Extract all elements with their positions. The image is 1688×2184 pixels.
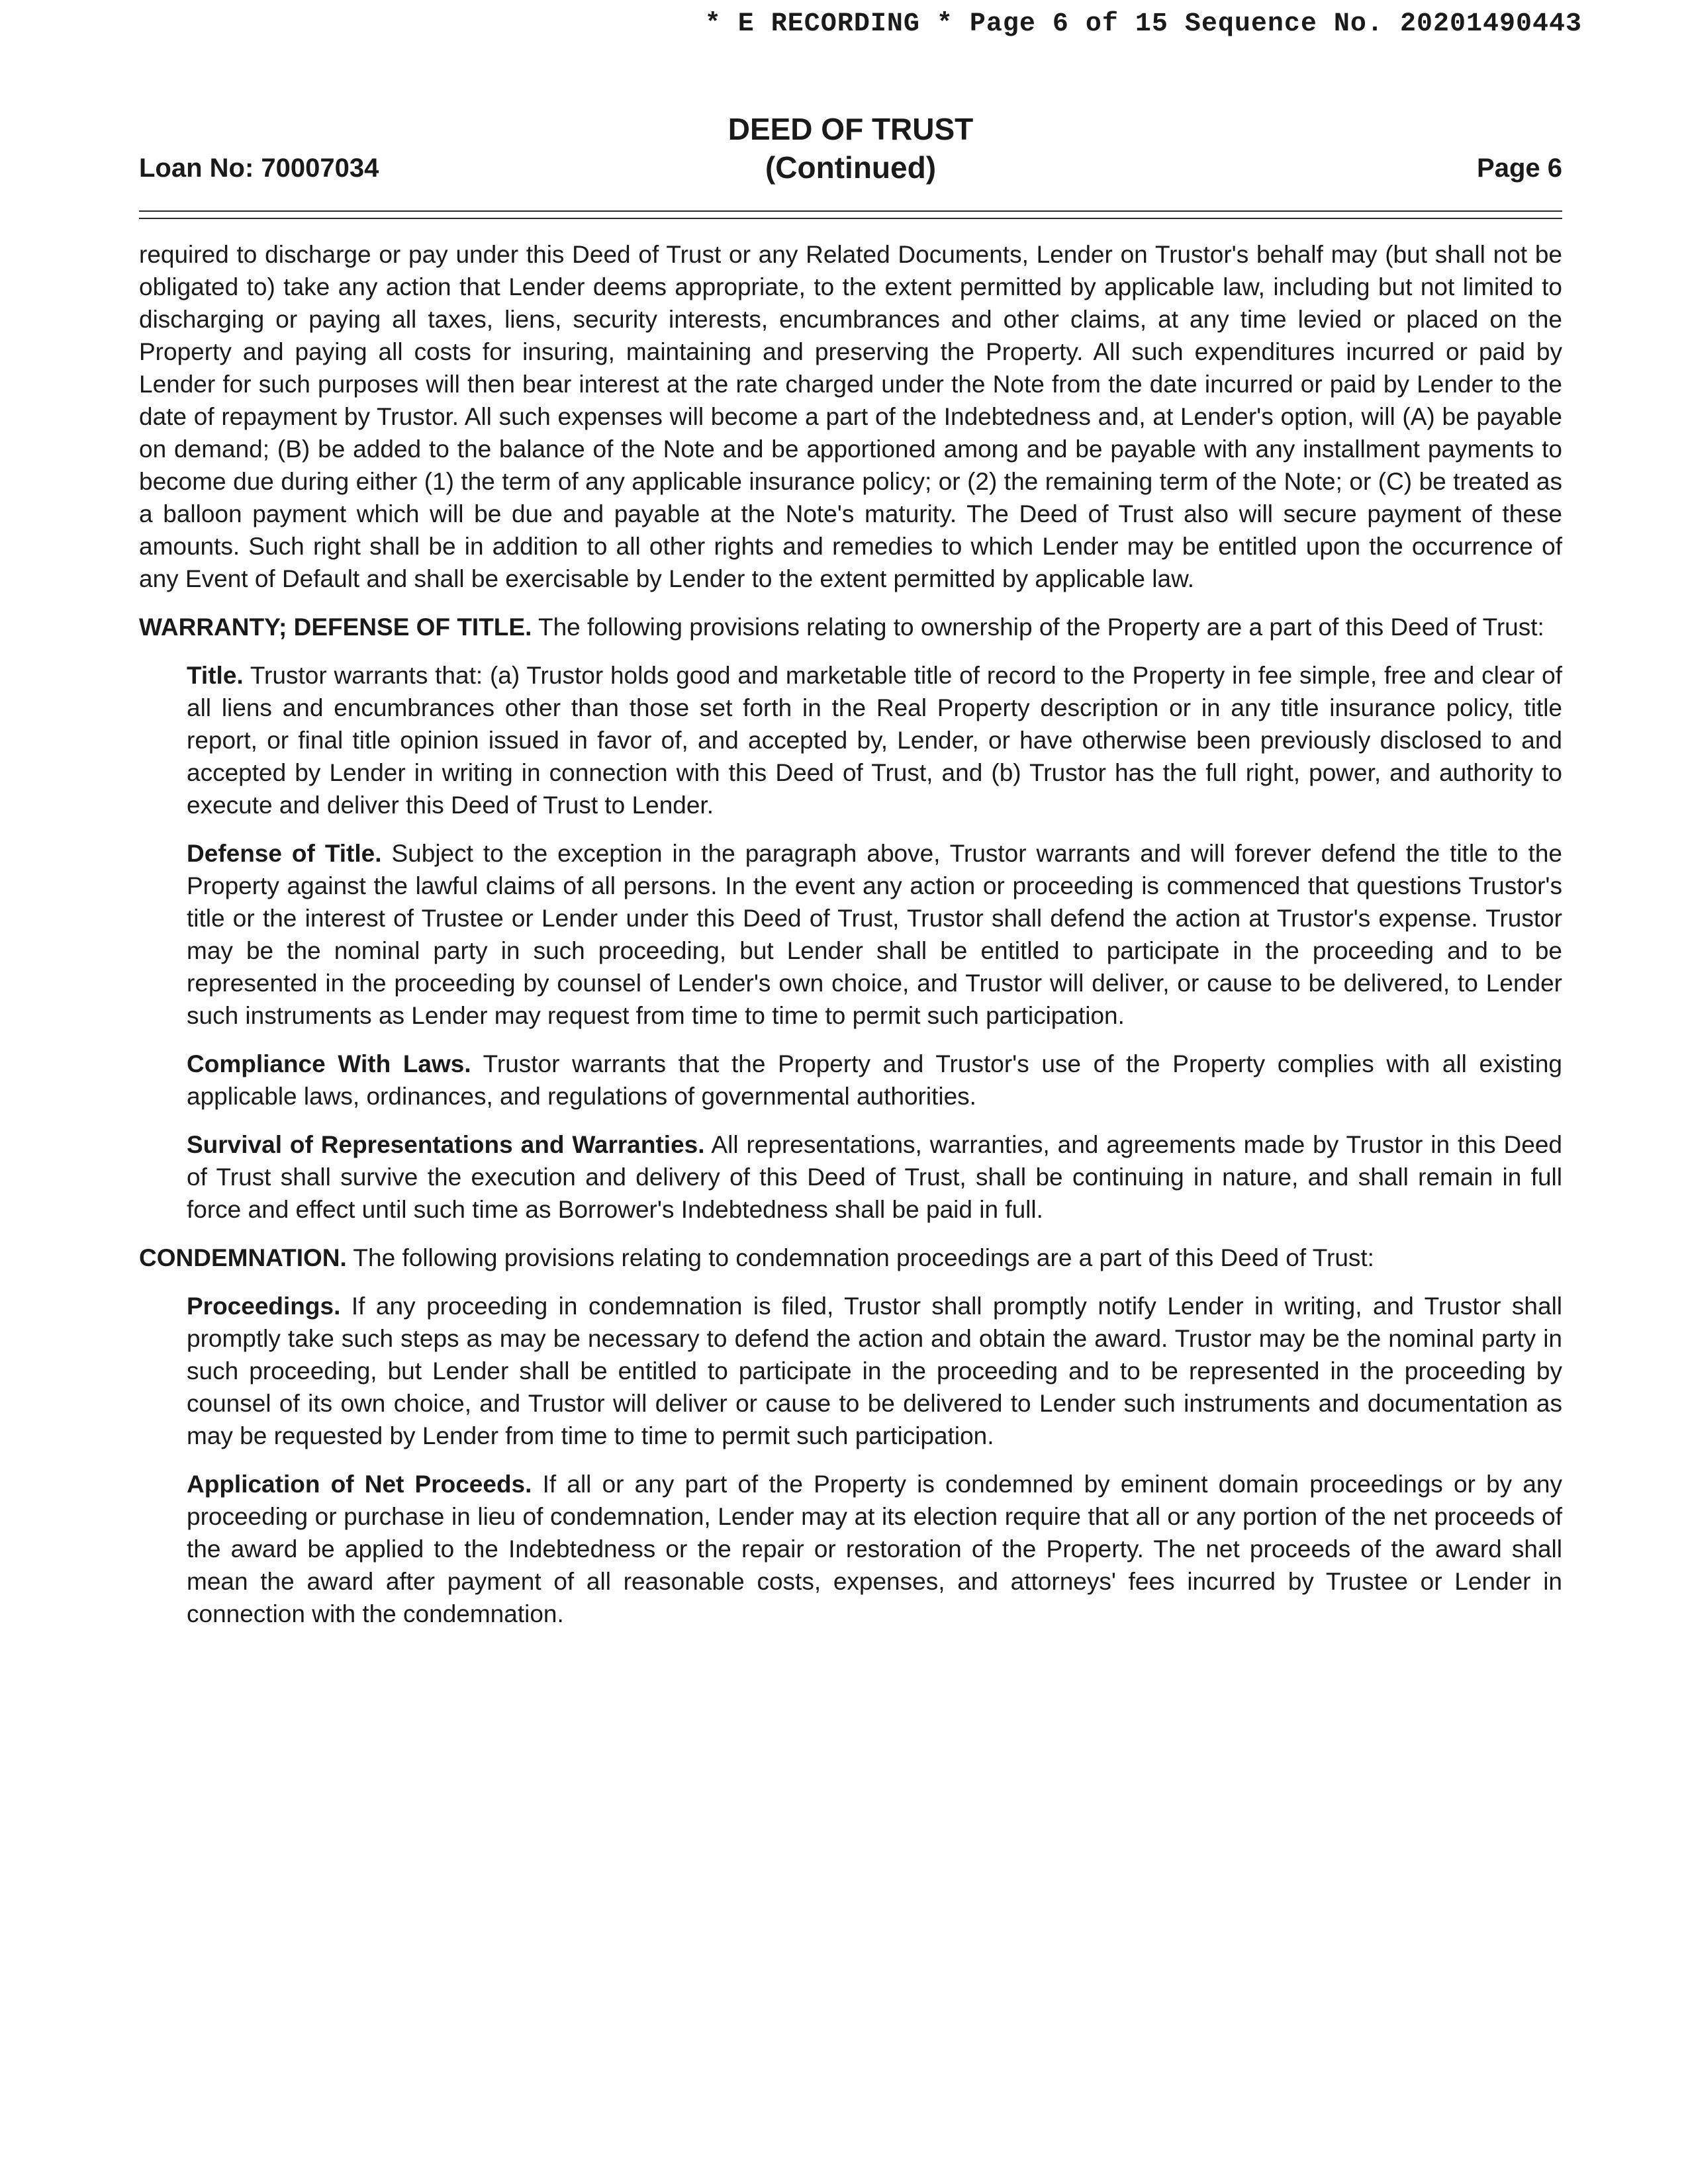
condemnation-intro: The following provisions relating to condemnation proceedings are a part of this Deed of Trust: [353,1244,1374,1271]
page-number: Page 6 [1477,154,1562,183]
survival-text: All representations, warranties, and agreements made by Trustor in this Deed of Trust shall survive the execution and delivery of this Deed of Trust, shall be continuing in nature, and shall remain in full force and effect until such time as Borrower's Indebtedness shall be paid in full. [187,1131,1562,1223]
title-line-2: (Continued) [765,150,937,185]
net-proceeds-heading: Application of Net Proceeds. [187,1471,532,1498]
title-text: Trustor warrants that: (a) Trustor holds good and marketable title of record to the Property in fee simple, free and clear of all liens and encumbrances other than those set forth in the Real Property description or in any title insurance policy, title report, or final title opinion issued in favor of, and accepted by, Lender, or have otherwise been previously disclosed to and accepted by Lender in writing in connection with this Deed of Trust, and (b) Trustor has the full right, power, and authority to execute and deliver this Deed of Trust to Lender. [187,662,1562,819]
document-title [139,110,1562,187]
survival-paragraph [187,1128,1562,1226]
defense-heading: Defense of Title. [187,840,382,867]
header-divider-bottom [139,218,1562,219]
net-proceeds-text: If all or any part of the Property is condemned by eminent domain proceedings or by any proceeding or purchase in lieu of condemnation, Lender may at its election require that all or any portion of the net proceeds of the award be applied to the Indebtedness or the repair or restoration of the Property. The net proceeds of the award shall mean the award after payment of all reasonable costs, expenses, and attorneys' fees incurred by Trustee or Lender in connection with the condemnation. [187,1471,1563,1627]
defense-text: Subject to the exception in the paragraph above, Trustor warrants and will forever defend the title to the Property against the lawful claims of all persons. In the event any action or proceeding is commenced that questions Trustor's title or the interest of Trustee or Lender under this Deed of Trust, Trustor shall defend the action at Trustor's expense. Trustor may be the nominal party in such proceeding, but Lender shall be entitled to participate in the proceeding and to be represented in the proceeding by counsel of Lender's own choice, and Trustor will deliver, or cause to be delivered, to Lender such instruments as Lender may request from time to time to permit such participation. [187,840,1562,1029]
warranty-section [139,611,1562,643]
net-proceeds-paragraph [187,1468,1562,1630]
compliance-text: Trustor warrants that the Property and Trustor's use of the Property complies with all existing applicable laws, ordinances, and regulations of governmental authorities. [187,1050,1563,1110]
condemnation-section [139,1242,1562,1274]
page-header [139,106,1562,192]
condemnation-heading: CONDEMNATION. [139,1244,347,1271]
compliance-paragraph [187,1048,1562,1113]
warranty-intro: The following provisions relating to ownership of the Property are a part of this Deed of Trust: [538,614,1544,641]
title-paragraph [187,659,1562,821]
defense-paragraph [187,837,1562,1032]
title-heading: Title. [187,662,244,689]
continuation-paragraph: required to discharge or pay under this Deed of Trust or any Related Documents, Lender on Trustor's behalf may (but shall not be obligated to) take any action that Lender deems appropriate, to the extent permitted by applicable law, including but not limited to discharging or paying all taxes, liens, security interests, encumbrances and other claims, at any time levied or placed on the Property and paying all costs for insuring, maintaining and preserving the Property. All such expenditures incurred or paid by Lender for such purposes will then bear interest at the rate charged under the Note from the date incurred or paid by Lender to the date of repayment by Trustor. All such expenses will become a part of the Indebtedness and, at Lender's option, will (A) be payable on demand; (B) be added to the balance of the Note and be apportioned among and be payable with any installment payments to become due during either (1) the term of any applicable insurance policy; or (2) the remaining term of the Note; or (C) be treated as a balloon payment which will be due and payable at the Note's maturity. The Deed of Trust also will secure payment of these amounts. Such right shall be in addition to all other rights and remedies to which Lender may be entitled upon the occurrence of any Event of Default and shall be exercisable by Lender to the extent permitted by applicable law. [139,241,1562,592]
title-line-1: DEED OF TRUST [727,112,974,146]
compliance-heading: Compliance With Laws. [187,1050,471,1077]
warranty-heading: WARRANTY; DEFENSE OF TITLE. [139,614,532,641]
proceedings-heading: Proceedings. [187,1293,341,1320]
loan-number: Loan No: 70007034 [139,154,379,183]
survival-heading: Survival of Representations and Warranties. [187,1131,705,1158]
recording-banner: * E RECORDING * Page 6 of 15 Sequence No. 20201490443 [704,9,1582,39]
proceedings-paragraph [187,1290,1562,1452]
proceedings-text: If any proceeding in condemnation is filed, Trustor shall promptly notify Lender in writing, and Trustor shall promptly take such steps as may be necessary to defend the action and obtain the award. Trustor may be the nominal party in such proceeding, but Lender shall be entitled to participate in the proceeding and to be represented in the proceeding by counsel of its own choice, and Trustor will deliver or cause to be delivered to Lender such instruments and documentation as may be requested by Lender from time to time to permit such participation. [187,1293,1563,1449]
document-body [139,238,1562,1646]
header-divider-top [139,210,1562,212]
